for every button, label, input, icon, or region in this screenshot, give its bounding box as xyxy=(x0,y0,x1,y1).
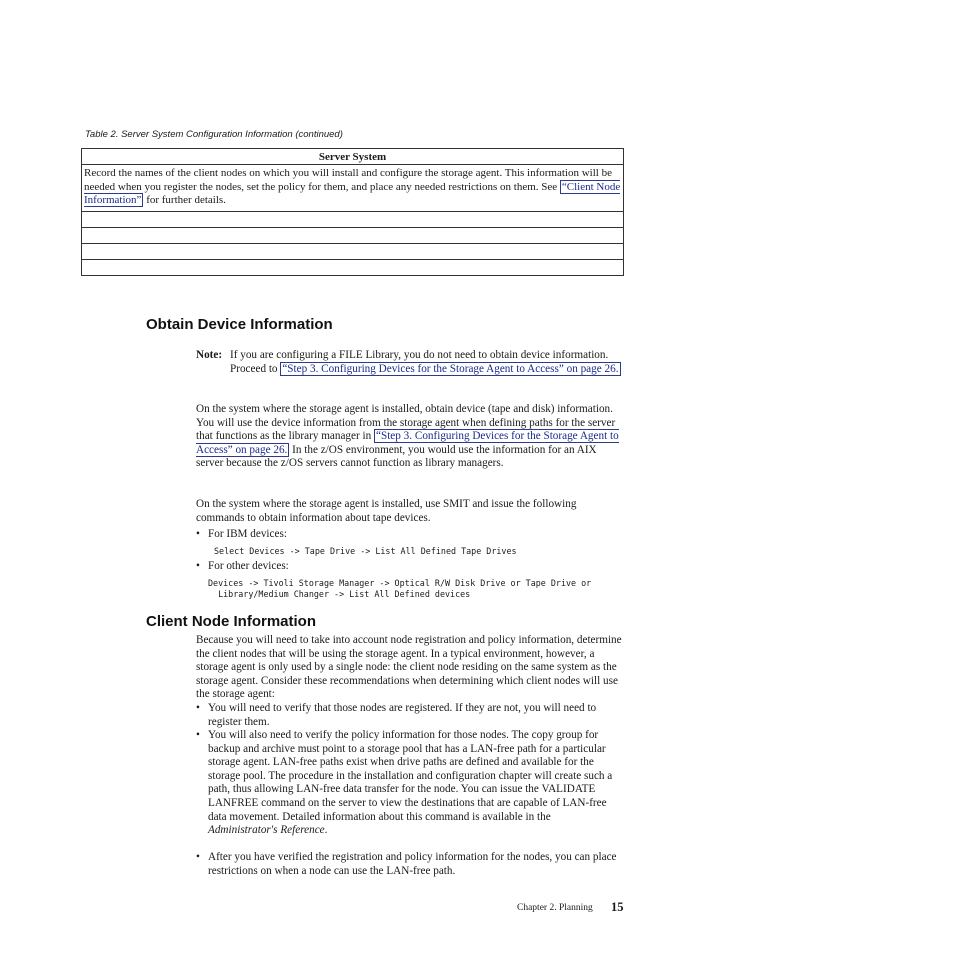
page-number: 15 xyxy=(611,900,624,914)
client-node-heading: Client Node Information xyxy=(146,613,316,630)
step3-link-note[interactable]: “Step 3. Configuring Devices for the Storage Agent to Access” on page 26. xyxy=(282,362,619,375)
bullet-dot: • xyxy=(196,528,200,540)
code-other-devices: Devices -> Tivoli Storage Manager -> Optical R/W Disk Drive or Tape Drive or Library/Medium Changer -> List All Defined devices xyxy=(208,578,592,599)
bullet-text: After you have verified the registration and policy information for the nodes, you can place restrictions on when a node can use the LAN-free path. xyxy=(208,851,617,877)
footer-chapter: Chapter 2. Planning xyxy=(517,903,593,913)
b2-post: . xyxy=(324,824,328,837)
blank-row[interactable] xyxy=(82,212,624,228)
code-ibm-devices: Select Devices -> Tape Drive -> List All Defined Tape Drives xyxy=(214,546,517,556)
list-item xyxy=(196,560,616,574)
table-description-cell xyxy=(82,165,624,212)
table-caption: Table 2. Server System Configuration Information (continued) xyxy=(85,129,343,140)
note-label: Note: xyxy=(196,349,223,361)
admin-reference-title: Administrator's Reference xyxy=(208,824,325,837)
client-paragraph-1: Because you will need to take into account node registration and policy information, determine the client nodes that will be using the storage agent. In a typical environment, however, a storage agent is only used by a single node: the client node residing on the same system as the storage agent. Consider these recommendations when determining which client nodes will use the storage agent: xyxy=(196,634,622,701)
bullet-text: You will need to verify that those nodes are registered. If they are not, you will need to register them. xyxy=(208,702,597,728)
bullet-text xyxy=(208,729,622,838)
description-text: Record the names of the client nodes on which you will install and configure the storage agent. This information will be needed when you register the nodes, set the policy for them, and place any needed restrictions on them. See xyxy=(84,167,612,193)
client-node-info-link[interactable]: “Client Node Information” xyxy=(84,180,621,207)
description-text-end: for further details. xyxy=(143,194,226,207)
bullet-dot: • xyxy=(196,729,200,741)
obtain-paragraph-2: On the system where the storage agent is installed, use SMIT and issue the following commands to obtain information about tape devices. xyxy=(196,498,577,524)
step3-link-paragraph[interactable]: “Step 3. Configuring Devices for the Storage Agent to Access” on page 26. xyxy=(196,430,619,456)
list-item xyxy=(196,729,624,851)
bullet-dot: • xyxy=(196,851,200,863)
bullet-text: For IBM devices: xyxy=(208,528,287,540)
list-item xyxy=(196,702,624,730)
server-config-table xyxy=(81,148,624,276)
bullet-dot: • xyxy=(196,702,200,714)
table-header: Server System xyxy=(82,149,624,165)
obtain-device-heading: Obtain Device Information xyxy=(146,316,333,333)
blank-row[interactable] xyxy=(82,244,624,260)
obtain-paragraph-1 xyxy=(196,403,621,471)
blank-row[interactable] xyxy=(82,228,624,244)
list-item xyxy=(196,528,616,542)
list-item xyxy=(196,851,624,879)
obtain-p1-post: In the z/OS environment, you would use the information for an AIX server because the z/OS servers cannot function as library managers. xyxy=(196,443,597,470)
obtain-p1-pre: On the system where the storage agent is installed, obtain device (tape and disk) information. You will use the device information from the storage agent when defining paths for the server that functions as the library manager in xyxy=(196,403,616,443)
note-text xyxy=(230,349,622,376)
bullet-text: For other devices: xyxy=(208,560,289,572)
b2-pre: You will also need to verify the policy information for those nodes. The copy group for backup and archive must point to a storage pool that has a LAN-free path for a particular storage agent. LAN-free paths exist when drive paths are defined and available for the storage pool. The procedure in the installation and configuration chapter will create such a path, thus allowing LAN-free data transfer for the node. You can issue the VALIDATE LANFREE command on the server to view the destinations that are capable of LAN-free data movement. Detailed information about this command is available in the xyxy=(208,729,613,823)
note-text-pre: If you are configuring a FILE Library, you do not need to obtain device information. Proceed to xyxy=(230,349,609,375)
blank-row[interactable] xyxy=(82,260,624,276)
bullet-dot: • xyxy=(196,560,200,572)
